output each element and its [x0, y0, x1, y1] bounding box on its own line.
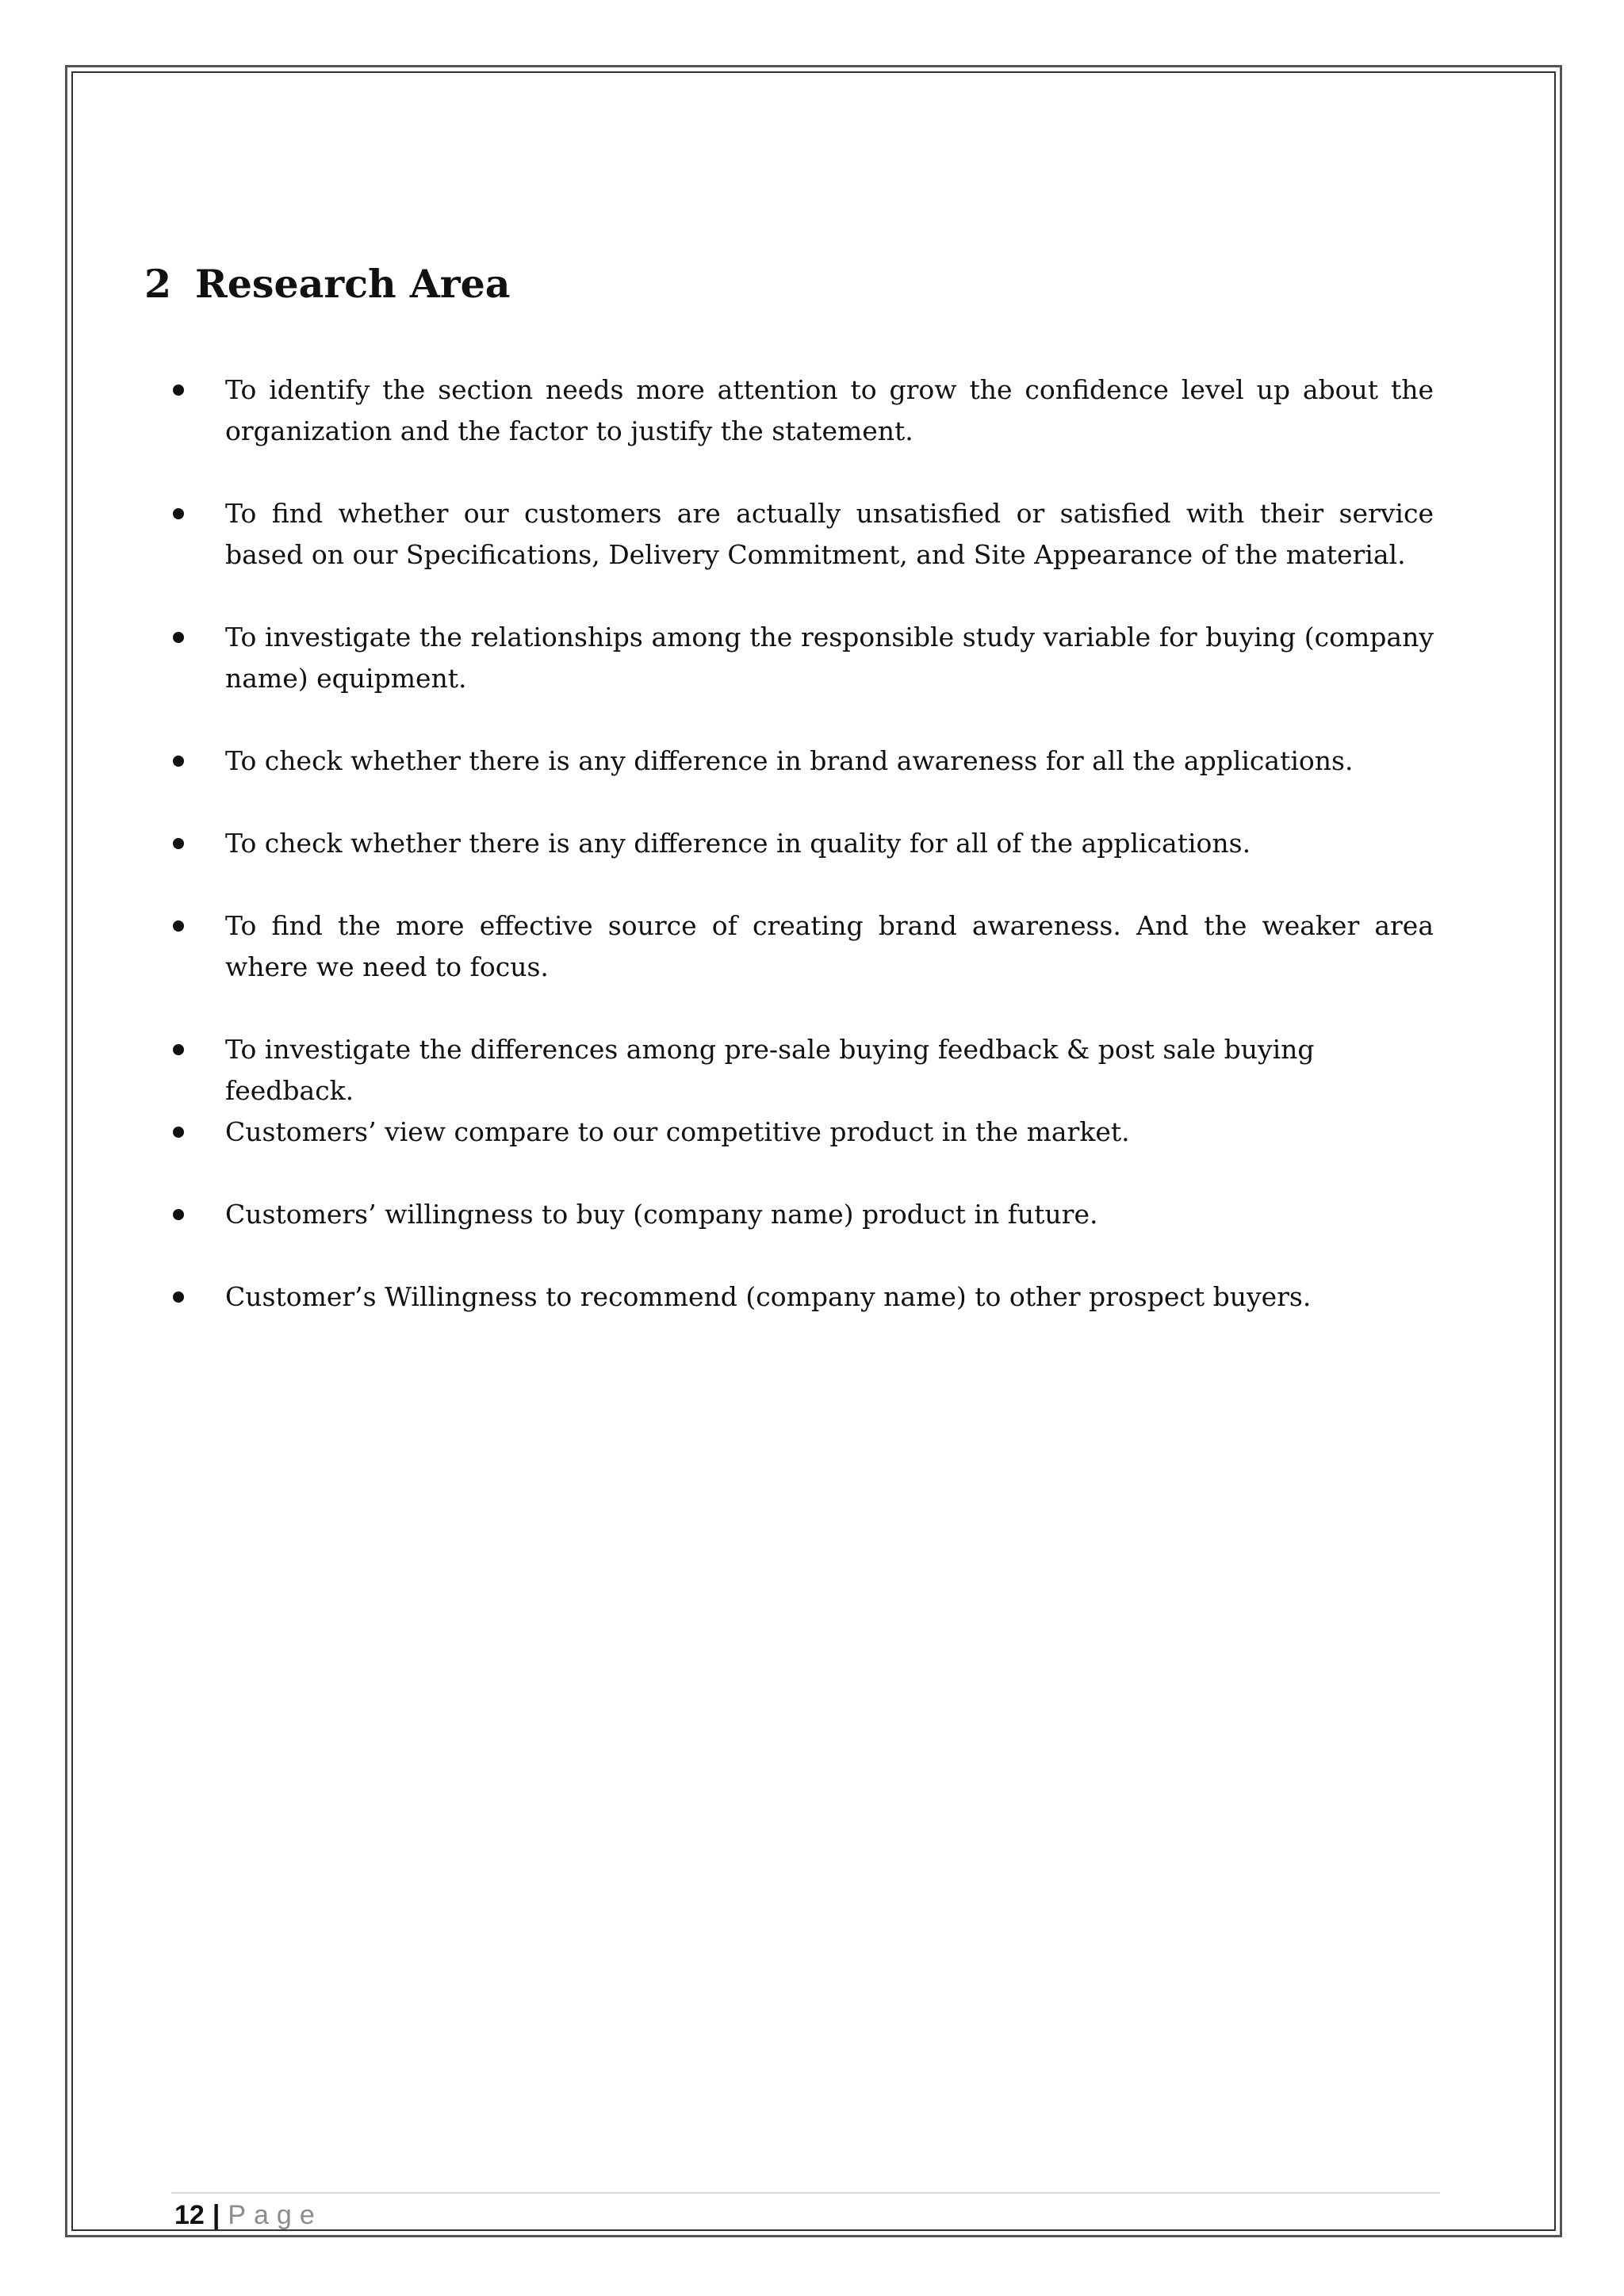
- list-item: [225, 1194, 1434, 1235]
- section-heading: [144, 252, 511, 316]
- list-item: [225, 1276, 1434, 1318]
- list-item-text: To investigate the relationships among the responsible study variable for buying (company name) equipment.: [225, 622, 1434, 694]
- bullet-icon: [173, 385, 184, 396]
- list-item-text: Customers’ view compare to our competitive product in the market.: [225, 1116, 1130, 1147]
- bullet-icon: [173, 632, 184, 643]
- footer-rule: [171, 2192, 1440, 2194]
- list-item: [225, 617, 1434, 699]
- page-number: 12: [174, 2200, 205, 2230]
- list-item: [225, 823, 1434, 864]
- list-item-text: To find whether our customers are actually unsatisfied or satisfied with their service based on our Specifications, Delivery Commitment, and Site Appearance of the material.: [225, 498, 1434, 570]
- list-item: [225, 369, 1434, 452]
- bullet-icon: [173, 508, 184, 519]
- list-item-text: Customer’s Willingness to recommend (company name) to other prospect buyers.: [225, 1281, 1312, 1312]
- list-item: [225, 1112, 1434, 1153]
- list-item: [225, 493, 1434, 576]
- list-item-text: To check whether there is any difference in brand awareness for all the applications.: [225, 745, 1354, 776]
- list-item-text: To identify the section needs more attention to grow the confidence level up about the organization and the factor to justify the statement.: [225, 374, 1434, 446]
- bullet-icon: [173, 756, 184, 767]
- list-item-text: To investigate the differences among pre-sale buying feedback & post sale buying feedback.: [225, 1034, 1315, 1106]
- page-footer: [174, 2198, 323, 2233]
- list-item-text: To find the more effective source of creating brand awareness. And the weaker area where we need to focus.: [225, 910, 1434, 982]
- bullet-icon: [173, 1209, 184, 1220]
- section-number: 2: [144, 261, 172, 307]
- bullet-icon: [173, 1127, 184, 1138]
- list-item: [225, 740, 1434, 782]
- bullet-icon: [173, 920, 184, 932]
- footer-separator: |: [212, 2200, 220, 2230]
- list-item-text: Customers’ willingness to buy (company name) product in future.: [225, 1199, 1098, 1230]
- bullet-icon: [173, 1292, 184, 1303]
- bullet-icon: [173, 1044, 184, 1055]
- page-label: Page: [228, 2200, 323, 2230]
- list-item: [225, 1029, 1434, 1112]
- list-item-text: To check whether there is any difference in quality for all of the applications.: [225, 828, 1251, 859]
- section-title: Research Area: [195, 261, 511, 307]
- list-item: [225, 905, 1434, 988]
- bullet-icon: [173, 838, 184, 849]
